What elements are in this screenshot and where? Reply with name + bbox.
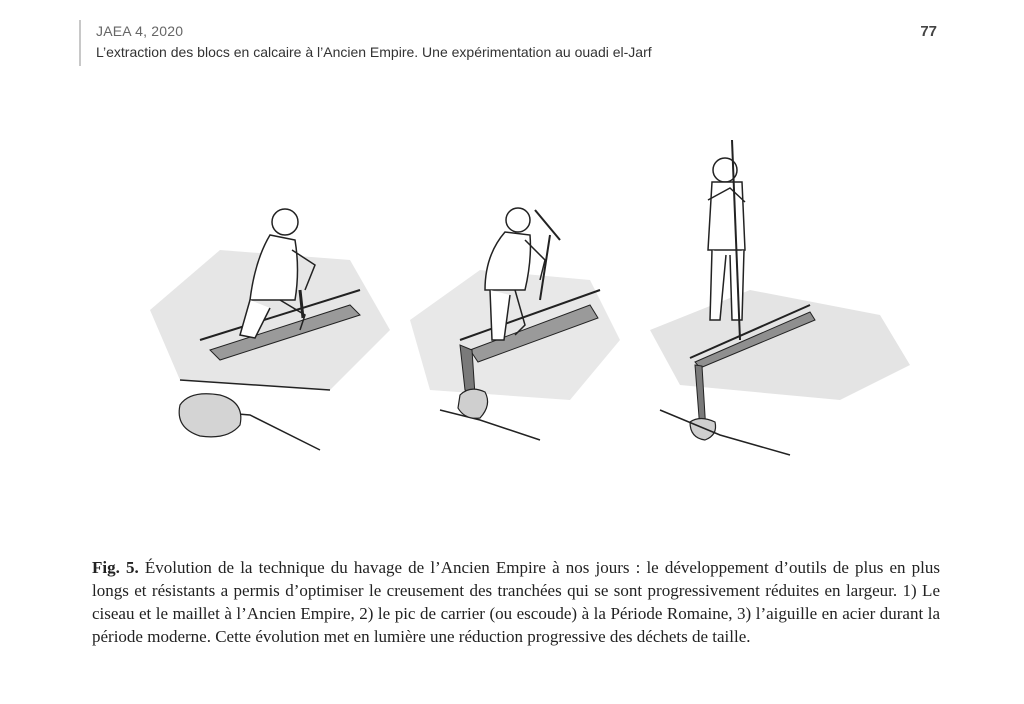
scene-chisel-and-mallet — [150, 209, 390, 450]
page-number: 77 — [920, 23, 937, 40]
journal-reference: JAEA 4, 2020 — [96, 23, 184, 39]
figure-illustration — [120, 140, 930, 500]
running-title: L’extraction des blocs en calcaire à l’Ancien Empire. Une expérimentation au ouadi el-Jarf — [96, 44, 652, 60]
figure-caption-text: Évolution de la technique du havage de l’Ancien Empire à nos jours : le développement d’outils de plus en plus longs et résistants a permis d’optimiser le creusement des tranchées qui se sont progressivement réduites en largeur. 1) Le ciseau et le maillet à l’Ancien Empire, 2) le pic de carrier (ou escoude) à la Période Romaine, 3) l’aiguille en acier durant la période moderne. Cette évolution met en lumière une réduction progressive des déchets de taille. — [92, 558, 940, 646]
figure-label: Fig. 5. — [92, 558, 139, 577]
figure-caption — [92, 556, 940, 648]
scene-steel-needle — [650, 140, 910, 455]
header-divider — [79, 20, 81, 66]
scene-quarry-pick — [410, 208, 620, 440]
